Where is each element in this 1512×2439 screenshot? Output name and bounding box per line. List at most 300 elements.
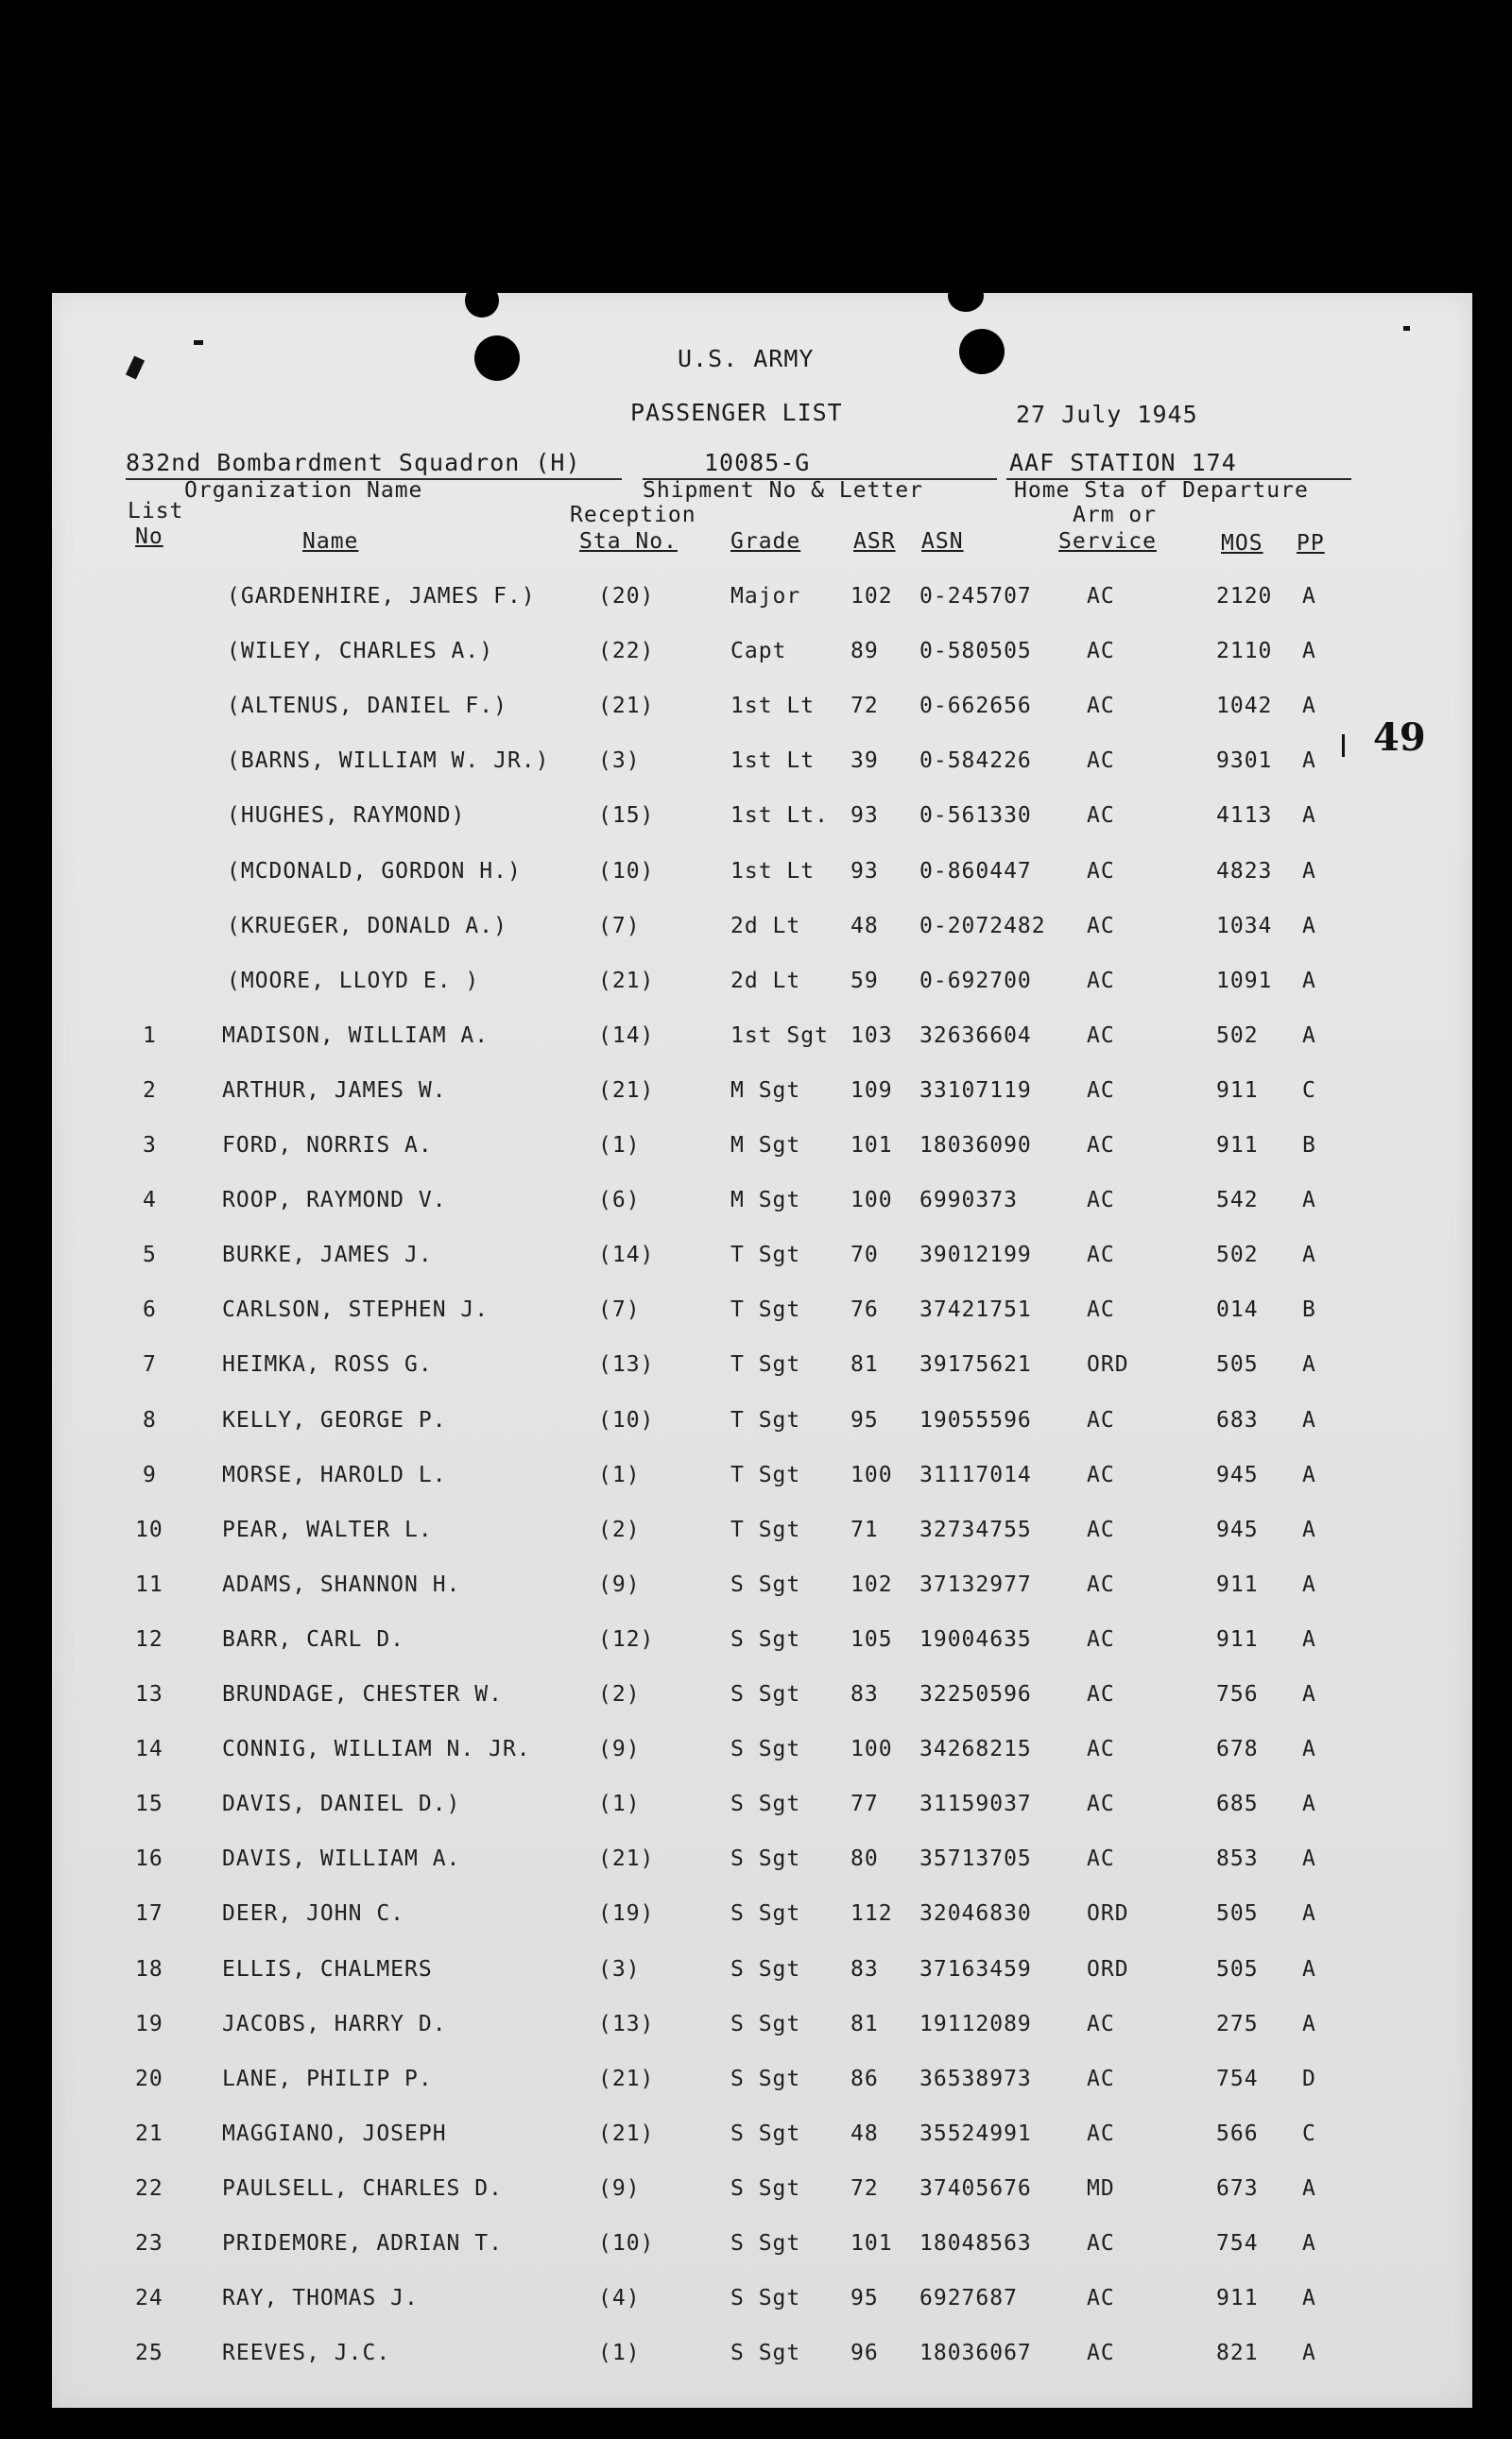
pp: A: [1302, 1901, 1316, 1927]
station-name: AAF STATION 174: [1009, 449, 1237, 476]
pp: B: [1302, 1297, 1316, 1323]
mos: 566: [1216, 2121, 1259, 2146]
reception-station: (12): [598, 1626, 655, 1652]
reception-station: (9): [598, 1737, 641, 1762]
asn: 35713705: [919, 1846, 1032, 1872]
passenger-name: BARR, CARL D.: [222, 1626, 405, 1652]
pp: A: [1302, 1956, 1316, 1982]
organization-name: 832nd Bombardment Squadron (H): [126, 449, 581, 476]
arm-service: AC: [1087, 913, 1115, 938]
reception-station: (21): [598, 968, 655, 993]
passenger-name: JACOBS, HARRY D.: [222, 2011, 447, 2036]
asn: 0-584226: [919, 748, 1032, 774]
grade: Capt: [730, 639, 787, 664]
pp: A: [1302, 913, 1316, 938]
arm-service: AC: [1087, 1517, 1115, 1542]
reception-station: (1): [598, 2341, 641, 2366]
arm-service: AC: [1087, 1297, 1115, 1323]
reception-station: (6): [598, 1188, 641, 1213]
reception-station: (2): [598, 1517, 641, 1542]
asr: 48: [850, 2121, 879, 2146]
arm-service: AC: [1087, 803, 1115, 829]
asn: 19004635: [919, 1626, 1032, 1652]
asn: 32046830: [919, 1901, 1032, 1927]
pp: A: [1302, 748, 1316, 774]
reception-station: (7): [598, 1297, 641, 1323]
column-arm-top: Arm or: [1073, 503, 1158, 527]
asn: 35524991: [919, 2121, 1032, 2146]
mos: 945: [1216, 1517, 1259, 1542]
organization-label: Organization Name: [184, 478, 423, 503]
grade: T Sgt: [730, 1462, 801, 1487]
asr: 102: [850, 1572, 893, 1597]
list-number: 21: [135, 2121, 163, 2146]
asr: 100: [850, 1737, 893, 1762]
grade: T Sgt: [730, 1407, 801, 1433]
table-row: [52, 859, 1472, 897]
list-number: 25: [135, 2341, 163, 2366]
table-row: [52, 2286, 1472, 2324]
pp: A: [1302, 694, 1316, 719]
asr: 95: [850, 2286, 879, 2311]
arm-service: AC: [1087, 694, 1115, 719]
grade: T Sgt: [730, 1297, 801, 1323]
passenger-name: FORD, NORRIS A.: [222, 1133, 433, 1158]
mos: 275: [1216, 2011, 1259, 2036]
list-number: 11: [135, 1572, 163, 1597]
pp: A: [1302, 1243, 1316, 1268]
reception-station: (21): [598, 2121, 655, 2146]
passenger-name: LANE, PHILIP P.: [222, 2066, 433, 2091]
mos: 505: [1216, 1352, 1259, 1378]
passenger-name: PRIDEMORE, ADRIAN T.: [222, 2231, 503, 2256]
asn: 32734755: [919, 1517, 1032, 1542]
asn: 6990373: [919, 1188, 1018, 1213]
table-row: [52, 694, 1472, 731]
passenger-name: ARTHUR, JAMES W.: [222, 1077, 447, 1103]
asn: 31159037: [919, 1792, 1032, 1817]
asr: 105: [850, 1626, 893, 1652]
asr: 95: [850, 1407, 879, 1433]
grade: 2d Lt: [730, 968, 801, 993]
table-row: [52, 969, 1472, 1006]
table-row: [52, 1133, 1472, 1171]
asr: 48: [850, 913, 879, 938]
reception-station: (22): [598, 639, 655, 664]
list-number: 23: [135, 2231, 163, 2256]
asn: 18048563: [919, 2231, 1032, 2256]
mos: 542: [1216, 1188, 1259, 1213]
table-row: [52, 2012, 1472, 2050]
pp: A: [1302, 1846, 1316, 1872]
asn: 39012199: [919, 1243, 1032, 1268]
pp: A: [1302, 1572, 1316, 1597]
pp: A: [1302, 2341, 1316, 2366]
pp: B: [1302, 1133, 1316, 1158]
grade: S Sgt: [730, 2286, 801, 2311]
passenger-name: MADISON, WILLIAM A.: [222, 1022, 490, 1048]
asr: 72: [850, 694, 879, 719]
passenger-name: DAVIS, WILLIAM A.: [222, 1846, 461, 1872]
reception-station: (7): [598, 913, 641, 938]
table-row: [52, 1518, 1472, 1555]
column-grade: Grade: [730, 529, 801, 554]
asn: 6927687: [919, 2286, 1018, 2311]
pp: A: [1302, 1022, 1316, 1048]
punch-hole: [948, 280, 984, 312]
passenger-name: DAVIS, DANIEL D.): [222, 1792, 461, 1817]
pp: A: [1302, 803, 1316, 829]
arm-service: AC: [1087, 2121, 1115, 2146]
mos: 2120: [1216, 584, 1273, 609]
passenger-name: (WILEY, CHARLES A.): [227, 639, 494, 664]
pp: A: [1302, 1462, 1316, 1487]
reception-station: (2): [598, 1682, 641, 1707]
reception-station: (21): [598, 694, 655, 719]
mos: 754: [1216, 2231, 1259, 2256]
table-row: [52, 1188, 1472, 1226]
passenger-name: CARLSON, STEPHEN J.: [222, 1297, 490, 1323]
mos: 505: [1216, 1956, 1259, 1982]
mos: 821: [1216, 2341, 1259, 2366]
passenger-name: (GARDENHIRE, JAMES F.): [227, 584, 536, 609]
pp: A: [1302, 584, 1316, 609]
asn: 36538973: [919, 2066, 1032, 2091]
table-row: [52, 748, 1472, 786]
arm-service: AC: [1087, 1188, 1115, 1213]
arm-service: AC: [1087, 1462, 1115, 1487]
arm-service: AC: [1087, 1077, 1115, 1103]
mos: 014: [1216, 1297, 1259, 1323]
list-number: 5: [143, 1243, 157, 1268]
grade: S Sgt: [730, 1901, 801, 1927]
arm-service: AC: [1087, 1626, 1115, 1652]
mos: 945: [1216, 1462, 1259, 1487]
table-row: [52, 2176, 1472, 2214]
asn: 0-245707: [919, 584, 1032, 609]
column-mos: MOS: [1221, 531, 1263, 556]
asn: 32636604: [919, 1022, 1032, 1048]
passenger-name: DEER, JOHN C.: [222, 1901, 405, 1927]
asr: 112: [850, 1901, 893, 1927]
asr: 39: [850, 748, 879, 774]
pp: A: [1302, 1407, 1316, 1433]
arm-service: AC: [1087, 968, 1115, 993]
asn: 37405676: [919, 2175, 1032, 2201]
arm-service: AC: [1087, 2066, 1115, 2091]
list-number: 15: [135, 1792, 163, 1817]
table-row: [52, 1297, 1472, 1335]
arm-service: ORD: [1087, 1956, 1129, 1982]
grade: S Sgt: [730, 1682, 801, 1707]
document-date: 27 July 1945: [1016, 401, 1198, 428]
asr: 100: [850, 1188, 893, 1213]
grade: M Sgt: [730, 1077, 801, 1103]
asn: 0-580505: [919, 639, 1032, 664]
list-number: 1: [143, 1022, 157, 1048]
reception-station: (10): [598, 1407, 655, 1433]
list-number: 2: [143, 1077, 157, 1103]
arm-service: AC: [1087, 2341, 1115, 2366]
list-number: 17: [135, 1901, 163, 1927]
passenger-name: REEVES, J.C.: [222, 2341, 391, 2366]
table-row: [52, 1408, 1472, 1446]
table-row: [52, 803, 1472, 841]
asn: 37421751: [919, 1297, 1032, 1323]
arm-service: AC: [1087, 1737, 1115, 1762]
column-reception: Sta No.: [579, 529, 678, 554]
reception-station: (21): [598, 1077, 655, 1103]
asn: 0-2072482: [919, 913, 1046, 938]
list-number: 10: [135, 1517, 163, 1542]
table-row: [52, 1627, 1472, 1665]
document-page: [52, 293, 1472, 2408]
grade: Major: [730, 584, 801, 609]
pp: A: [1302, 2011, 1316, 2036]
mos: 683: [1216, 1407, 1259, 1433]
mos: 853: [1216, 1846, 1259, 1872]
column-name: Name: [302, 529, 359, 554]
reception-station: (13): [598, 1352, 655, 1378]
list-number: 7: [143, 1352, 157, 1378]
reception-station: (3): [598, 748, 641, 774]
pp: A: [1302, 1517, 1316, 1542]
pp: A: [1302, 2175, 1316, 2201]
grade: 1st Lt: [730, 748, 816, 774]
mos: 1042: [1216, 694, 1273, 719]
list-number: 13: [135, 1682, 163, 1707]
page-number: 49: [1373, 715, 1426, 760]
passenger-name: CONNIG, WILLIAM N. JR.: [222, 1737, 531, 1762]
list-number: 16: [135, 1846, 163, 1872]
reception-station: (10): [598, 858, 655, 884]
pp: A: [1302, 1737, 1316, 1762]
arm-service: MD: [1087, 2175, 1115, 2201]
document-title: PASSENGER LIST: [630, 399, 843, 426]
pp: A: [1302, 1188, 1316, 1213]
shipment-number: 10085-G: [704, 449, 811, 476]
arm-service: AC: [1087, 748, 1115, 774]
column-list-no: No: [135, 524, 163, 549]
ink-mark: [126, 355, 145, 379]
table-row: [52, 1463, 1472, 1501]
grade: 1st Lt: [730, 858, 816, 884]
table-row: [52, 2121, 1472, 2159]
list-number: 12: [135, 1626, 163, 1652]
passenger-name: ROOP, RAYMOND V.: [222, 1188, 447, 1213]
mos: 911: [1216, 2286, 1259, 2311]
arm-service: AC: [1087, 1682, 1115, 1707]
asn: 33107119: [919, 1077, 1032, 1103]
grade: 1st Lt: [730, 694, 816, 719]
asn: 34268215: [919, 1737, 1032, 1762]
asr: 81: [850, 1352, 879, 1378]
reception-station: (13): [598, 2011, 655, 2036]
grade: 1st Sgt: [730, 1022, 829, 1048]
arm-service: AC: [1087, 639, 1115, 664]
passenger-name: (HUGHES, RAYMOND): [227, 803, 466, 829]
asr: 70: [850, 1243, 879, 1268]
reception-station: (9): [598, 1572, 641, 1597]
mos: 756: [1216, 1682, 1259, 1707]
asn: 0-860447: [919, 858, 1032, 884]
pp: A: [1302, 858, 1316, 884]
arm-service: AC: [1087, 1407, 1115, 1433]
mos: 1034: [1216, 913, 1273, 938]
column-asn: ASN: [921, 529, 964, 554]
arm-service: AC: [1087, 1133, 1115, 1158]
grade: T Sgt: [730, 1243, 801, 1268]
grade: 2d Lt: [730, 913, 801, 938]
table-row: [52, 639, 1472, 677]
table-row: [52, 2067, 1472, 2104]
passenger-name: RAY, THOMAS J.: [222, 2286, 419, 2311]
grade: S Sgt: [730, 2011, 801, 2036]
arm-service: ORD: [1087, 1352, 1129, 1378]
list-number: 18: [135, 1956, 163, 1982]
asn: 0-561330: [919, 803, 1032, 829]
pp: A: [1302, 1626, 1316, 1652]
asr: 72: [850, 2175, 879, 2201]
grade: S Sgt: [730, 1956, 801, 1982]
mos: 4823: [1216, 858, 1273, 884]
asr: 102: [850, 584, 893, 609]
asn: 37163459: [919, 1956, 1032, 1982]
mos: 505: [1216, 1901, 1259, 1927]
column-arm: Service: [1058, 529, 1157, 554]
table-row: [52, 1243, 1472, 1280]
list-number: 24: [135, 2286, 163, 2311]
asr: 86: [850, 2066, 879, 2091]
reception-station: (1): [598, 1462, 641, 1487]
pp: C: [1302, 2121, 1316, 2146]
grade: S Sgt: [730, 2175, 801, 2201]
arm-service: ORD: [1087, 1901, 1129, 1927]
passenger-name: MORSE, HAROLD L.: [222, 1462, 447, 1487]
table-row: [52, 584, 1472, 622]
reception-station: (4): [598, 2286, 641, 2311]
grade: S Sgt: [730, 1572, 801, 1597]
list-number: 19: [135, 2011, 163, 2036]
asr: 77: [850, 1792, 879, 1817]
pp: C: [1302, 1077, 1316, 1103]
passenger-name: MAGGIANO, JOSEPH: [222, 2121, 447, 2146]
grade: S Sgt: [730, 2341, 801, 2366]
ink-mark: [1403, 326, 1410, 331]
mos: 911: [1216, 1626, 1259, 1652]
asn: 31117014: [919, 1462, 1032, 1487]
asn: 37132977: [919, 1572, 1032, 1597]
asr: 83: [850, 1682, 879, 1707]
reception-station: (15): [598, 803, 655, 829]
asr: 96: [850, 2341, 879, 2366]
arm-service: AC: [1087, 1243, 1115, 1268]
asr: 89: [850, 639, 879, 664]
arm-service: AC: [1087, 2231, 1115, 2256]
asr: 76: [850, 1297, 879, 1323]
table-row: [52, 1078, 1472, 1116]
asr: 59: [850, 968, 879, 993]
column-reception-top: Reception: [570, 503, 696, 527]
list-number: 3: [143, 1133, 157, 1158]
pp: A: [1302, 1792, 1316, 1817]
pp: A: [1302, 639, 1316, 664]
column-list-no-top: List: [128, 499, 184, 524]
punch-hole: [474, 335, 520, 381]
mos: 911: [1216, 1077, 1259, 1103]
arm-service: AC: [1087, 1022, 1115, 1048]
table-row: [52, 1682, 1472, 1720]
table-row: [52, 2231, 1472, 2269]
mos: 911: [1216, 1572, 1259, 1597]
list-number: 9: [143, 1462, 157, 1487]
arm-service: AC: [1087, 584, 1115, 609]
reception-station: (9): [598, 2175, 641, 2201]
table-row: [52, 914, 1472, 952]
list-number: 14: [135, 1737, 163, 1762]
asn: 18036067: [919, 2341, 1032, 2366]
table-row: [52, 1792, 1472, 1829]
arm-service: AC: [1087, 1846, 1115, 1872]
arm-service: AC: [1087, 1792, 1115, 1817]
table-row: [52, 1023, 1472, 1061]
grade: T Sgt: [730, 1352, 801, 1378]
asr: 93: [850, 803, 879, 829]
arm-service: AC: [1087, 2286, 1115, 2311]
passenger-name: ELLIS, CHALMERS: [222, 1956, 433, 1982]
grade: M Sgt: [730, 1188, 801, 1213]
passenger-name: (MCDONALD, GORDON H.): [227, 858, 522, 884]
mos: 685: [1216, 1792, 1259, 1817]
column-asr: ASR: [853, 529, 896, 554]
mos: 9301: [1216, 748, 1273, 774]
passenger-name: (KRUEGER, DONALD A.): [227, 913, 507, 938]
asn: 19055596: [919, 1407, 1032, 1433]
asr: 103: [850, 1022, 893, 1048]
ink-mark: [194, 340, 203, 345]
grade: S Sgt: [730, 1737, 801, 1762]
mos: 678: [1216, 1737, 1259, 1762]
asn: 19112089: [919, 2011, 1032, 2036]
mos: 2110: [1216, 639, 1273, 664]
reception-station: (14): [598, 1243, 655, 1268]
arm-service: AC: [1087, 2011, 1115, 2036]
agency-heading: U.S. ARMY: [678, 345, 815, 372]
table-row: [52, 1737, 1472, 1775]
mos: 1091: [1216, 968, 1273, 993]
passenger-name: (MOORE, LLOYD E. ): [227, 968, 480, 993]
grade: S Sgt: [730, 2231, 801, 2256]
reception-station: (21): [598, 2066, 655, 2091]
asr: 101: [850, 2231, 893, 2256]
passenger-name: BRUNDAGE, CHESTER W.: [222, 1682, 503, 1707]
station-label: Home Sta of Departure: [1014, 478, 1309, 503]
passenger-name: ADAMS, SHANNON H.: [222, 1572, 461, 1597]
asn: 39175621: [919, 1352, 1032, 1378]
table-row: [52, 1572, 1472, 1610]
list-number: 4: [143, 1188, 157, 1213]
passenger-name: KELLY, GEORGE P.: [222, 1407, 447, 1433]
grade: T Sgt: [730, 1517, 801, 1542]
reception-station: (1): [598, 1133, 641, 1158]
grade: S Sgt: [730, 1626, 801, 1652]
pp: D: [1302, 2066, 1316, 2091]
column-pp: PP: [1297, 531, 1325, 556]
passenger-name: PAULSELL, CHARLES D.: [222, 2175, 503, 2201]
pp: A: [1302, 2231, 1316, 2256]
reception-station: (3): [598, 1956, 641, 1982]
asr: 80: [850, 1846, 879, 1872]
